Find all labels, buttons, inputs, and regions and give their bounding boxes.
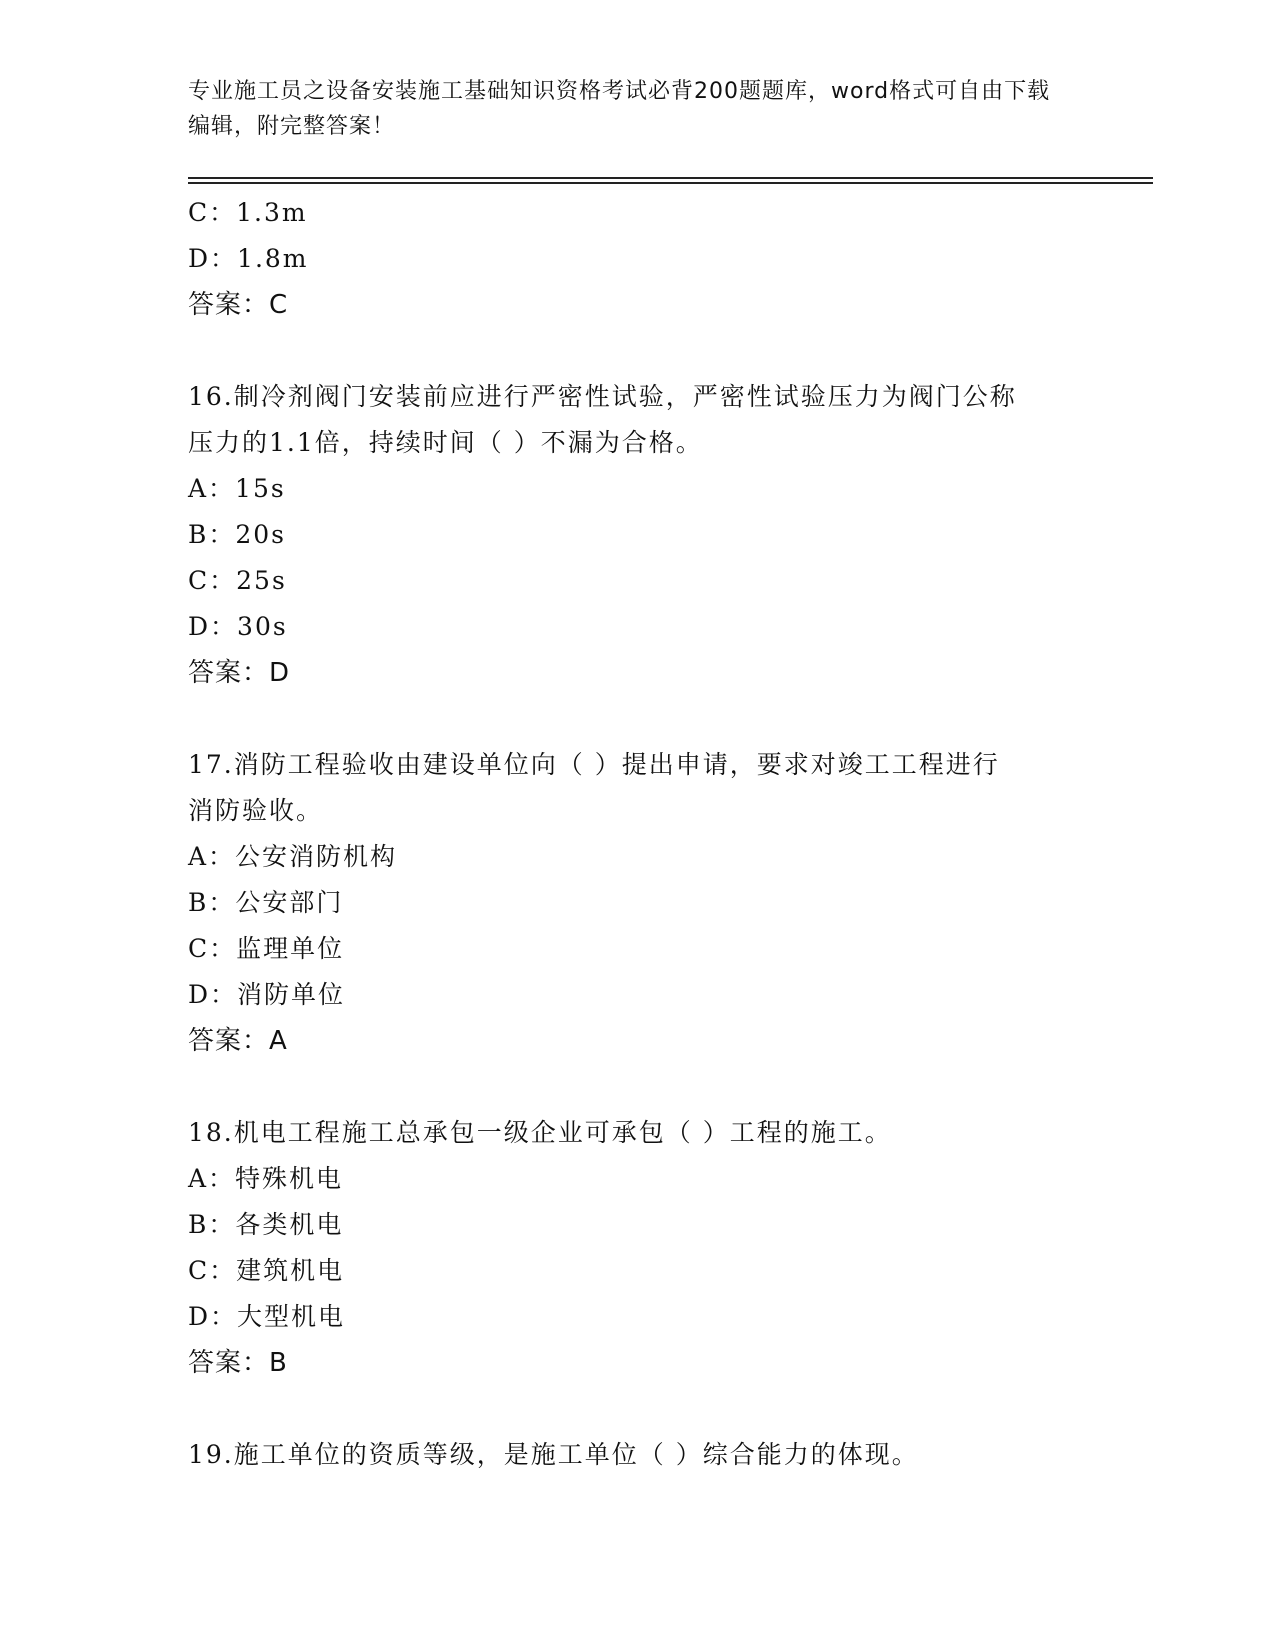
option-c: C：25s	[188, 566, 287, 595]
header-divider-top	[188, 177, 1153, 179]
answer-line: 答案：D	[188, 658, 291, 688]
question-list	[188, 190, 1088, 1478]
question-text-line-2: 消防验收。	[188, 796, 324, 825]
question-15-tail	[188, 190, 1088, 328]
option-c: C：监理单位	[188, 934, 345, 963]
option-c: C：1.3m	[188, 198, 308, 227]
option-a: A：公安消防机构	[188, 842, 398, 871]
spacer	[188, 696, 1088, 742]
question-text-line-1: 17.消防工程验收由建设单位向（ ）提出申请，要求对竣工工程进行	[188, 750, 1000, 779]
option-d: D：1.8m	[188, 244, 309, 273]
option-b: B：20s	[188, 520, 287, 549]
question-19	[188, 1432, 1088, 1478]
option-d: D：30s	[188, 612, 288, 641]
answer-line: 答案：C	[188, 290, 289, 320]
option-b: B：各类机电	[188, 1210, 344, 1239]
question-17	[188, 742, 1088, 1064]
answer-line: 答案：B	[188, 1348, 288, 1378]
question-text-line-1: 16.制冷剂阀门安装前应进行严密性试验，严密性试验压力为阀门公称	[188, 382, 1017, 411]
spacer	[188, 1386, 1088, 1432]
option-a: A：15s	[188, 474, 286, 503]
question-16	[188, 374, 1088, 696]
option-b: B：公安部门	[188, 888, 344, 917]
document-header: 专业施工员之设备安装施工基础知识资格考试必背200题题库，word格式可自由下载编辑，附完整答案！	[188, 79, 1051, 139]
option-c: C：建筑机电	[188, 1256, 345, 1285]
question-text-line-1: 18.机电工程施工总承包一级企业可承包（ ）工程的施工。	[188, 1118, 892, 1147]
option-d: D：大型机电	[188, 1302, 346, 1331]
option-d: D：消防单位	[188, 980, 346, 1009]
answer-line: 答案：A	[188, 1026, 288, 1056]
question-text-line-1: 19.施工单位的资质等级，是施工单位（ ）综合能力的体现。	[188, 1440, 919, 1469]
spacer	[188, 328, 1088, 374]
question-18	[188, 1110, 1088, 1386]
header-divider-bottom	[188, 182, 1153, 184]
option-a: A：特殊机电	[188, 1164, 344, 1193]
question-text-line-2: 压力的1.1倍，持续时间（ ）不漏为合格。	[188, 428, 703, 457]
spacer	[188, 1064, 1088, 1110]
